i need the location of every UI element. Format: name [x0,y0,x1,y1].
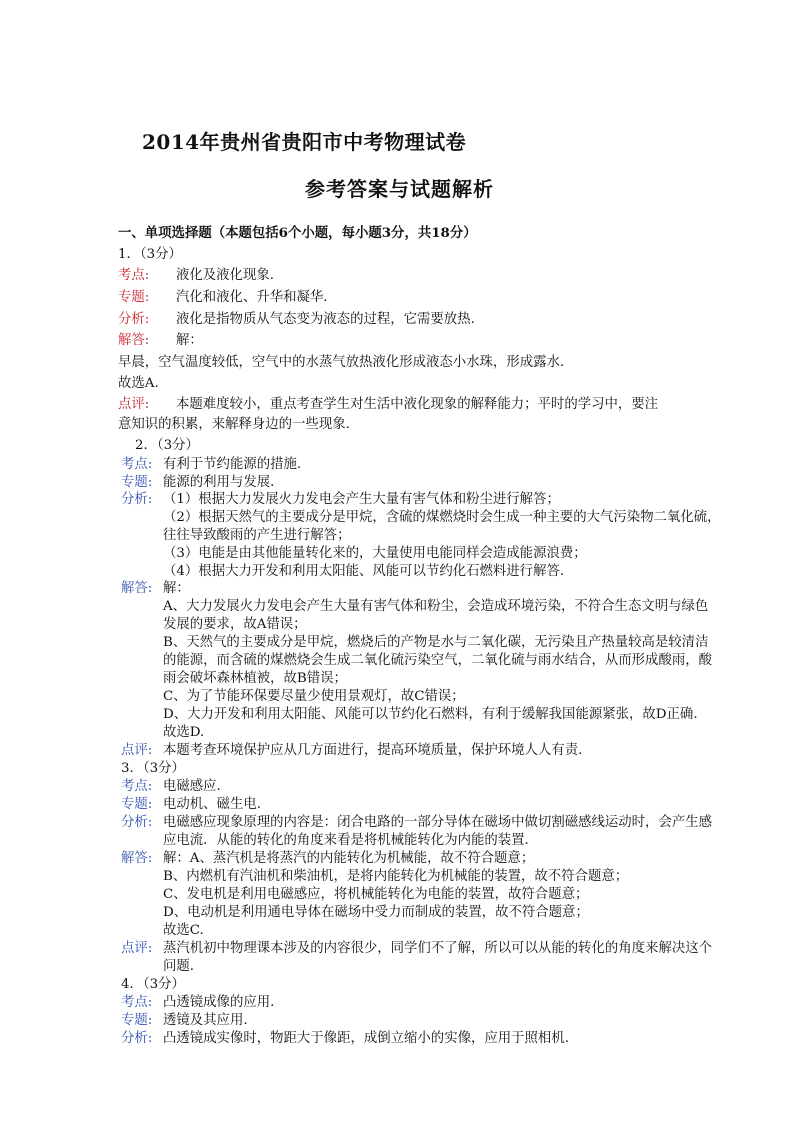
kaodian-text: 有利于节约能源的措施. [163,457,302,472]
jieda-line: 雨会破坏森林植被，故B错误； [163,671,347,686]
question-number: 4．（3分） [121,977,185,992]
zhuanti-label: 专题: [121,475,153,490]
answer-line: 早晨，空气温度较低，空气中的水蒸气放热液化形成液态小水珠，形成露水. [118,355,565,370]
zhuanti-text: 透镜及其应用. [163,1013,248,1028]
document-subtitle: 参考答案与试题解析 [305,177,494,201]
jieda-line: 故选C. [163,923,204,938]
fenxi-label: 分析: [121,815,153,830]
zhuanti-text: 能源的利用与发展. [163,475,275,490]
jieda-line: 发展的要求，故A错误； [163,617,307,632]
dianping-text: 本题难度较小，重点考查学生对生活中液化现象的解释能力；平时的学习中，要注 [176,397,659,412]
dianping-line: 问题. [163,959,195,974]
jieda-line: 解： [163,581,190,596]
fenxi-label: 分析: [121,1031,153,1046]
section-heading: 一、单项选择题（本题包括6个小题，每小题3分，共18分） [118,225,477,241]
fenxi-line: （3）电能是由其他能量转化来的，大量使用电能同样会造成能源浪费； [163,546,587,561]
dianping-label: 点评: [121,743,153,758]
kaodian-text: 电磁感应. [163,779,221,794]
fenxi-label: 分析: [121,492,153,507]
document-title: 2014年贵州省贵阳市中考物理试卷 [142,130,467,154]
dianping-line: 蒸汽机初中物理课本涉及的内容很少，同学们不了解，所以可以从能的转化的角度来解决这个 [163,941,713,956]
fenxi-line: 应电流．从能的转化的角度来看是将机械能转化为内能的装置. [163,833,529,848]
zhuanti-label: 专题: [121,797,153,812]
jieda-text: 解： [176,333,203,348]
zhuanti-text: 汽化和液化、升华和凝华. [176,290,328,305]
jieda-line: D、大力开发和利用太阳能、风能可以节约化石燃料，有利于缓解我国能源紧张，故D正确. [163,707,698,722]
fenxi-label: 分析: [118,312,150,327]
jieda-label: 解答: [121,851,153,866]
zhuanti-label: 专题: [118,290,150,305]
fenxi-line: （2）根据天然气的主要成分是甲烷，含硫的煤燃烧时会生成一种主要的大气污染物二氧化硫， [163,510,721,525]
dianping-label: 点评: [121,941,153,956]
jieda-line: B、内燃机有汽油机和柴油机，是将内能转化为机械能的装置，故不符合题意； [163,869,629,884]
question-number: 1．（3分） [118,247,182,262]
kaodian-text: 凸透镜成像的应用. [163,995,275,1010]
fenxi-text: 凸透镜成实像时，物距大于像距，成倒立缩小的实像，应用于照相机. [163,1031,569,1046]
jieda-label: 解答: [121,581,153,596]
fenxi-text: 液化是指物质从气态变为液态的过程，它需要放热. [176,312,475,327]
kaodian-label: 考点: [121,779,153,794]
question-number: 2．（3分） [135,438,199,453]
dianping-text: 本题考查环境保护应从几方面进行，提高环境质量，保护环境人人有责. [163,743,583,758]
dianping-text-cont: 意知识的积累，来解释身边的一些现象. [118,417,350,432]
fenxi-line: （1）根据大力发展火力发电会产生大量有害气体和粉尘进行解答； [163,492,560,507]
fenxi-line: （4）根据大力开发和利用太阳能、风能可以节约化石燃料进行解答. [163,564,565,579]
jieda-line: C、发电机是利用电磁感应，将机械能转化为电能的装置，故符合题意； [163,887,589,902]
kaodian-text: 液化及液化现象. [176,268,274,283]
kaodian-label: 考点: [118,268,150,283]
kaodian-label: 考点: [121,457,153,472]
dianping-label: 点评: [118,397,150,412]
answer-choice: 故选A. [118,376,159,391]
jieda-line: D、电动机是利用通电导体在磁场中受力而制成的装置，故不符合题意； [163,905,589,920]
zhuanti-text: 电动机、磁生电. [163,797,261,812]
jieda-line: C、为了节能环保要尽量少使用景观灯，故C错误； [163,689,465,704]
jieda-line: 解：A、蒸汽机是将蒸汽的内能转化为机械能，故不符合题意； [163,851,535,866]
fenxi-line: 电磁感应现象原理的内容是：闭合电路的一部分导体在磁场中做切割磁感线运动时，会产生感 [163,815,713,830]
jieda-line: A、大力发展火力发电会产生大量有害气体和粉尘，会造成环境污染，不符合生态文明与绿色 [163,599,709,614]
jieda-label: 解答: [118,333,150,348]
fenxi-line: 往往导致酸雨的产生进行解答； [163,528,351,543]
zhuanti-label: 专题: [121,1013,153,1028]
jieda-line: 故选D. [163,725,205,740]
kaodian-label: 考点: [121,995,153,1010]
jieda-line: 的能源，而含硫的煤燃烧会生成二氧化硫污染空气，二氧化硫与雨水结合，从而形成酸雨，酸 [163,653,713,668]
jieda-line: B、天然气的主要成分是甲烷，燃烧后的产物是水与二氧化碳，无污染且产热量较高是较清洁 [163,635,709,650]
question-number: 3．（3分） [121,761,185,776]
